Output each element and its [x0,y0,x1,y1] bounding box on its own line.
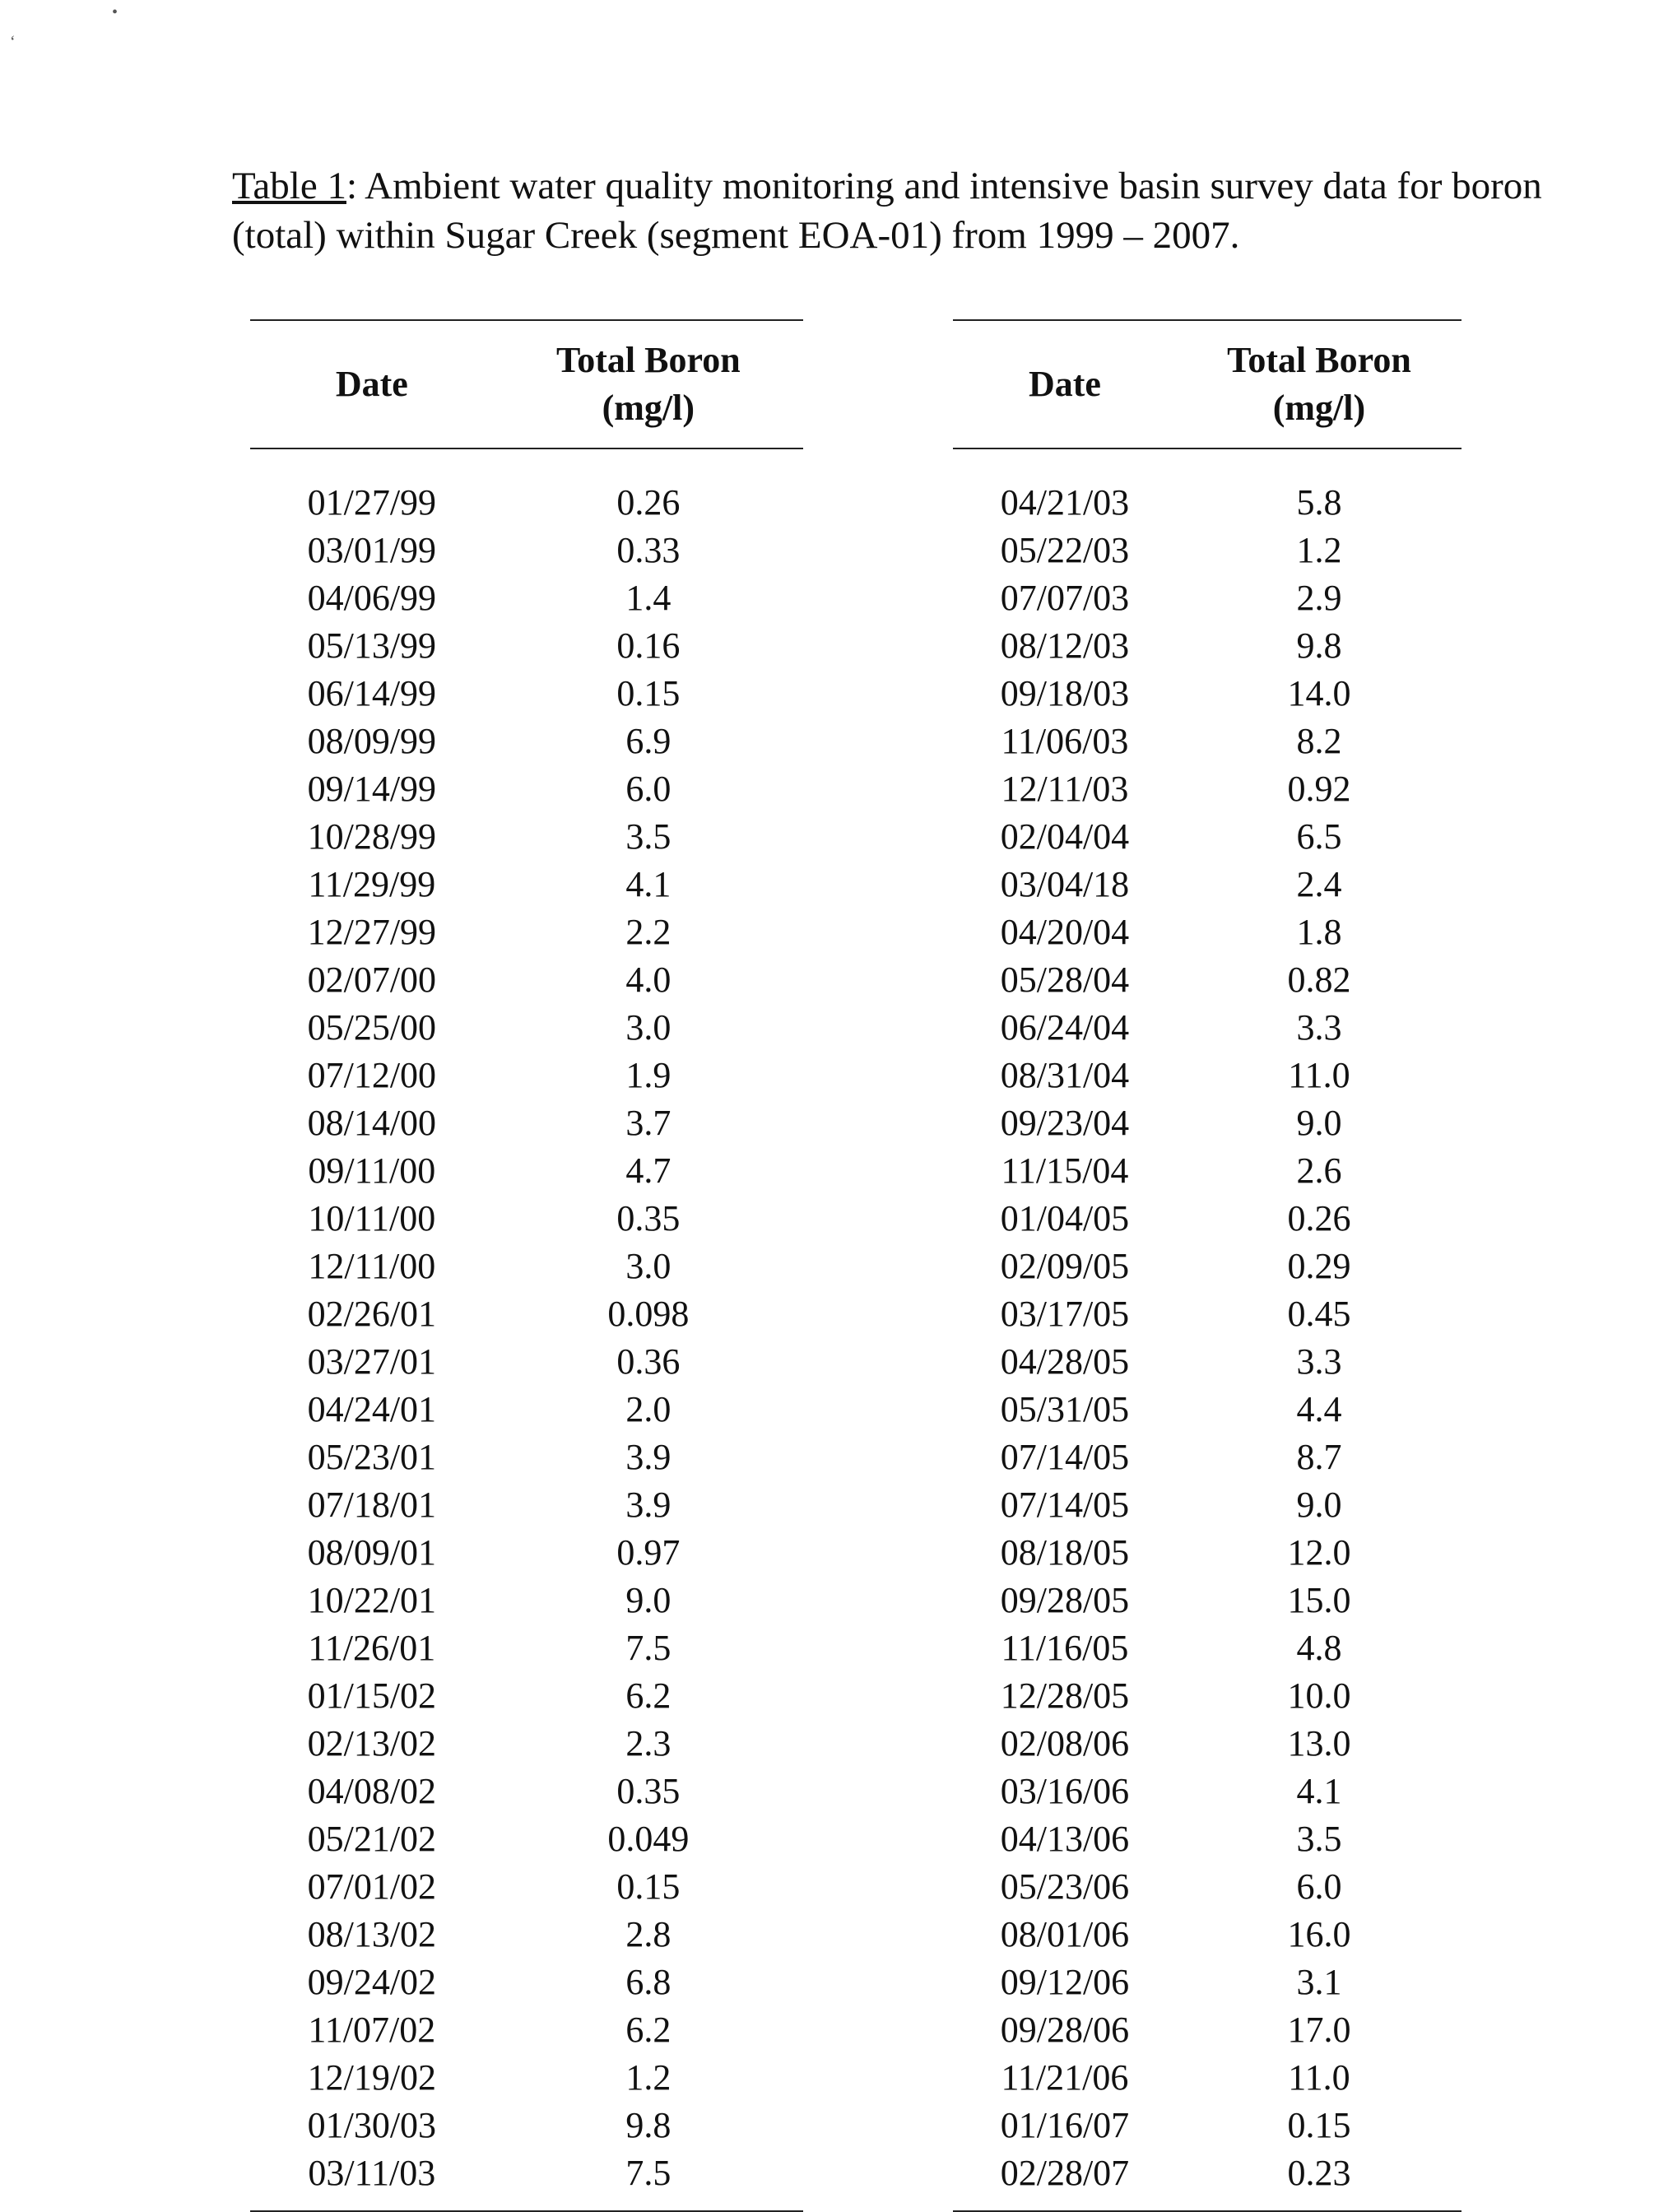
boron-value-cell: 1.9 [625,1055,672,1095]
boron-value-cell: 11.0 [1288,2057,1350,2098]
date-cell: 10/22/01 [307,1580,437,1620]
table-row [953,1195,1462,1243]
table-row [250,1911,803,1959]
table-row [250,1815,803,1863]
boron-value-cell: 6.2 [625,2010,672,2050]
boron-value-cell: 0.098 [607,1294,690,1334]
table-row [953,1338,1462,1386]
date-cell: 01/27/99 [307,482,437,523]
table-label: Table 1 [232,165,346,207]
boron-header [494,337,803,432]
boron-value-cell: 16.0 [1287,1914,1351,1954]
date-cell: 07/18/01 [307,1485,437,1525]
boron-value-cell: 0.33 [616,530,681,570]
table-row [953,1004,1462,1052]
boron-value-cell: 0.26 [616,482,681,523]
boron-value-cell: 0.15 [616,1866,681,1907]
table-row [250,908,803,956]
boron-value-cell: 0.36 [616,1341,681,1382]
table-row [953,1434,1462,1481]
table-row [953,1720,1462,1768]
table-row [250,1959,803,2006]
boron-value-cell: 3.0 [625,1007,672,1048]
boron-value-cell: 2.2 [625,912,672,952]
boron-value-cell: 0.049 [607,1819,690,1859]
boron-value-cell: 0.45 [1287,1294,1351,1334]
date-header: Date [1028,364,1101,404]
table-body [953,449,1462,2210]
boron-value-cell: 0.82 [1287,960,1351,1000]
date-cell: 03/01/99 [307,530,437,570]
date-cell: 12/28/05 [1000,1675,1130,1716]
table-row [250,1624,803,1672]
boron-value-cell: 0.92 [1287,769,1351,809]
table-row [250,1386,803,1434]
date-cell: 07/01/02 [307,1866,437,1907]
boron-value-cell: 3.3 [1296,1007,1342,1048]
date-cell: 08/14/00 [307,1103,437,1143]
table-row [953,1577,1462,1624]
date-cell: 11/06/03 [1001,721,1129,761]
boron-value-cell: 6.5 [1296,816,1342,857]
table-row [953,1815,1462,1863]
date-cell: 01/04/05 [1000,1198,1130,1238]
date-cell: 03/04/18 [1000,864,1130,904]
date-cell: 10/28/99 [307,816,437,857]
boron-value-cell: 4.0 [625,960,672,1000]
table-row [250,718,803,765]
date-cell: 11/21/06 [1001,2057,1129,2098]
table-row [250,861,803,908]
table-row [250,1195,803,1243]
data-table-right [953,319,1462,2212]
date-cell: 11/16/05 [1001,1628,1129,1668]
boron-value-cell: 3.9 [625,1485,672,1525]
table-row [953,1863,1462,1911]
boron-value-cell: 9.0 [625,1580,672,1620]
boron-value-cell: 1.4 [625,578,672,618]
boron-value-cell: 0.97 [616,1532,681,1573]
boron-value-cell: 4.1 [1296,1771,1342,1811]
boron-value-cell: 3.7 [625,1103,672,1143]
table-caption [232,161,1598,260]
boron-value-cell: 3.3 [1296,1341,1342,1382]
table-row [250,1529,803,1577]
scan-speck: ‘ [10,33,16,51]
boron-value-cell: 17.0 [1287,2010,1351,2050]
table-row [953,1290,1462,1338]
table-row [250,1290,803,1338]
date-cell: 09/14/99 [307,769,437,809]
table-row [250,1099,803,1147]
table-row [250,765,803,813]
date-cell: 05/23/01 [307,1437,437,1477]
boron-value-cell: 4.8 [1296,1628,1342,1668]
date-cell: 08/09/01 [307,1532,437,1573]
date-cell: 04/20/04 [1000,912,1130,952]
date-cell: 04/21/03 [1000,482,1130,523]
table-row [953,2102,1462,2149]
boron-value-cell: 1.8 [1296,912,1342,952]
table-row [250,1863,803,1911]
date-cell: 08/12/03 [1000,625,1130,666]
date-cell: 04/24/01 [307,1389,437,1429]
table-row [953,1147,1462,1195]
table-row [250,2006,803,2054]
boron-value-cell: 3.9 [625,1437,672,1477]
boron-value-cell: 1.2 [625,2057,672,2098]
boron-value-cell: 0.26 [1287,1198,1351,1238]
boron-header-line1: Total Boron [555,340,741,380]
table-row [250,670,803,718]
table-row [250,1768,803,1815]
table-row [953,765,1462,813]
date-cell: 12/27/99 [307,912,437,952]
boron-value-cell: 2.8 [625,1914,672,1954]
table-row [953,956,1462,1004]
date-cell: 11/26/01 [308,1628,436,1668]
date-cell: 05/31/05 [1000,1389,1130,1429]
table-row [953,1386,1462,1434]
boron-header [1177,337,1462,432]
date-cell: 06/14/99 [307,673,437,713]
boron-value-cell: 6.9 [625,721,672,761]
boron-value-cell: 0.16 [616,625,681,666]
table-row [250,622,803,670]
boron-value-cell: 9.8 [625,2105,672,2145]
date-cell: 09/28/06 [1000,2010,1130,2050]
table-row [250,956,803,1004]
table-row [953,2054,1462,2102]
boron-value-cell: 3.0 [625,1246,672,1286]
date-cell: 04/13/06 [1000,1819,1130,1859]
table-row [250,1243,803,1290]
boron-value-cell: 0.23 [1287,2153,1351,2193]
scan-speck: • [112,3,118,21]
boron-header-line1: Total Boron [1227,340,1411,380]
table-row [250,1052,803,1099]
date-cell: 08/09/99 [307,721,437,761]
boron-value-cell: 9.8 [1296,625,1342,666]
boron-value-cell: 4.4 [1296,1389,1342,1429]
boron-value-cell: 6.8 [625,1962,672,2002]
boron-value-cell: 14.0 [1287,673,1351,713]
table-row [953,908,1462,956]
date-cell: 09/23/04 [1000,1103,1130,1143]
date-cell: 07/14/05 [1000,1485,1130,1525]
date-cell: 02/28/07 [1000,2153,1130,2193]
caption-text: : Ambient water quality monitoring and intensive basin survey data for boron (total) within Sugar Creek (segment EOA-01) from 1999 – 2007. [232,165,1542,257]
table-row [953,718,1462,765]
table-row [250,479,803,527]
boron-value-cell: 0.29 [1287,1246,1351,1286]
table-header [250,321,803,448]
boron-value-cell: 5.8 [1296,482,1342,523]
date-cell: 02/09/05 [1000,1246,1130,1286]
date-cell: 01/30/03 [307,2105,437,2145]
boron-value-cell: 2.4 [1296,864,1342,904]
boron-value-cell: 8.7 [1296,1437,1342,1477]
boron-value-cell: 6.2 [625,1675,672,1716]
date-cell: 08/18/05 [1000,1532,1130,1573]
table-row [250,1147,803,1195]
date-cell: 07/07/03 [1000,578,1130,618]
table-body [250,449,803,2210]
boron-value-cell: 9.0 [1296,1485,1342,1525]
date-cell: 02/07/00 [307,960,437,1000]
date-cell: 08/01/06 [1000,1914,1130,1954]
boron-value-cell: 0.35 [616,1771,681,1811]
boron-value-cell: 10.0 [1287,1675,1351,1716]
boron-value-cell: 0.15 [616,673,681,713]
table-row [250,1434,803,1481]
table-row [250,1481,803,1529]
date-cell: 09/28/05 [1000,1580,1130,1620]
table-row [953,670,1462,718]
date-cell: 03/11/03 [308,2153,436,2193]
boron-value-cell: 6.0 [625,769,672,809]
date-cell: 09/18/03 [1000,673,1130,713]
boron-value-cell: 1.2 [1296,530,1342,570]
table-row [250,1577,803,1624]
table-row [250,1720,803,1768]
boron-value-cell: 8.2 [1296,721,1342,761]
table-row [953,1911,1462,1959]
boron-value-cell: 3.5 [1296,1819,1342,1859]
date-cell: 09/12/06 [1000,1962,1130,2002]
date-cell: 05/28/04 [1000,960,1130,1000]
table-row [953,1624,1462,1672]
table-row [250,1672,803,1720]
table-row [953,1243,1462,1290]
date-cell: 12/19/02 [307,2057,437,2098]
boron-value-cell: 3.1 [1296,1962,1342,2002]
date-cell: 05/21/02 [307,1819,437,1859]
boron-value-cell: 4.1 [625,864,672,904]
table-row [250,574,803,622]
date-cell: 03/27/01 [307,1341,437,1382]
table-row [953,1481,1462,1529]
date-cell: 05/25/00 [307,1007,437,1048]
date-cell: 02/08/06 [1000,1723,1130,1764]
table-row [953,2006,1462,2054]
table-row [953,1672,1462,1720]
table-row [250,1338,803,1386]
date-cell: 12/11/00 [308,1246,436,1286]
boron-value-cell: 4.7 [625,1150,672,1191]
date-cell: 06/24/04 [1000,1007,1130,1048]
table-row [953,1099,1462,1147]
table-row [250,2149,803,2197]
boron-value-cell: 2.6 [1296,1150,1342,1191]
date-cell: 11/15/04 [1001,1150,1129,1191]
date-cell: 08/31/04 [1000,1055,1130,1095]
table-row [953,622,1462,670]
table-header [953,321,1462,448]
table-row [953,479,1462,527]
table-row [953,1052,1462,1099]
date-cell: 03/16/06 [1000,1771,1130,1811]
date-cell: 04/28/05 [1000,1341,1130,1382]
table-row [250,2102,803,2149]
table-row [250,527,803,574]
date-cell: 08/13/02 [307,1914,437,1954]
table-row [953,1959,1462,2006]
boron-value-cell: 2.9 [1296,578,1342,618]
date-cell: 11/29/99 [308,864,436,904]
date-cell: 07/14/05 [1000,1437,1130,1477]
table-row [953,861,1462,908]
table-row [953,1768,1462,1815]
date-cell: 02/26/01 [307,1294,437,1334]
date-cell: 09/11/00 [308,1150,436,1191]
date-header: Date [335,364,408,404]
table-row [250,813,803,861]
boron-value-cell: 15.0 [1287,1580,1351,1620]
table-row [953,1529,1462,1577]
boron-header-line2: (mg/l) [1272,388,1366,428]
date-cell: 05/13/99 [307,625,437,666]
date-cell: 05/23/06 [1000,1866,1130,1907]
data-table-left [250,319,803,2212]
boron-value-cell: 7.5 [625,1628,672,1668]
table-row [953,813,1462,861]
table-row [953,527,1462,574]
boron-value-cell: 2.0 [625,1389,672,1429]
boron-header-line2: (mg/l) [602,388,695,428]
boron-value-cell: 2.3 [625,1723,672,1764]
boron-value-cell: 12.0 [1287,1532,1351,1573]
date-cell: 07/12/00 [307,1055,437,1095]
date-cell: 03/17/05 [1000,1294,1130,1334]
date-cell: 09/24/02 [307,1962,437,2002]
table-row [953,574,1462,622]
boron-value-cell: 11.0 [1288,1055,1350,1095]
boron-value-cell: 0.35 [616,1198,681,1238]
boron-value-cell: 9.0 [1296,1103,1342,1143]
date-cell: 04/08/02 [307,1771,437,1811]
date-cell: 12/11/03 [1001,769,1129,809]
boron-value-cell: 0.15 [1287,2105,1351,2145]
date-cell: 05/22/03 [1000,530,1130,570]
date-cell: 01/16/07 [1000,2105,1130,2145]
boron-value-cell: 7.5 [625,2153,672,2193]
table-row [250,1004,803,1052]
date-cell: 01/15/02 [307,1675,437,1716]
date-cell: 11/07/02 [308,2010,436,2050]
date-cell: 02/13/02 [307,1723,437,1764]
table-row [953,2149,1462,2197]
table-row [250,2054,803,2102]
date-cell: 02/04/04 [1000,816,1130,857]
boron-value-cell: 6.0 [1296,1866,1342,1907]
date-cell: 10/11/00 [308,1198,436,1238]
boron-value-cell: 13.0 [1287,1723,1351,1764]
boron-value-cell: 3.5 [625,816,672,857]
date-cell: 04/06/99 [307,578,437,618]
